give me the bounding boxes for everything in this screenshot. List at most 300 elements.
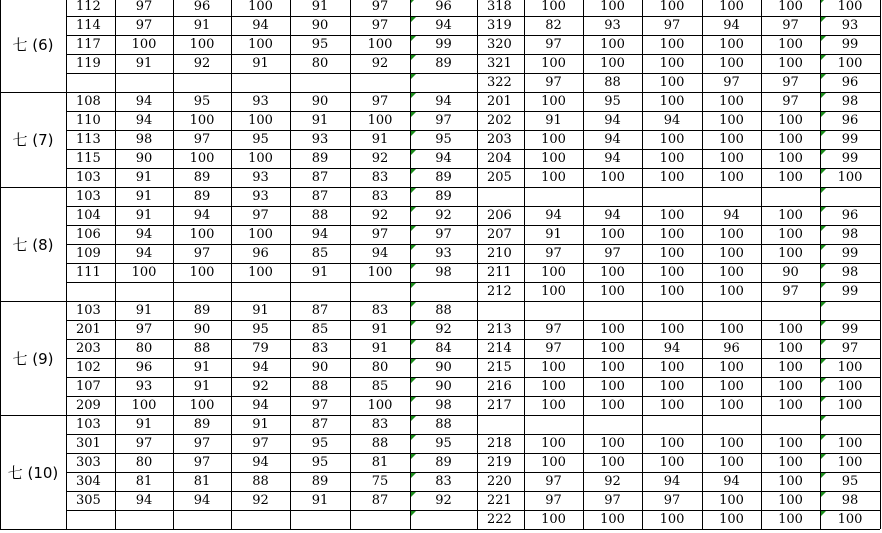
score-cell[interactable]: 94 bbox=[252, 398, 269, 413]
score-cell[interactable]: 100 bbox=[659, 436, 685, 451]
score-cell[interactable] bbox=[820, 301, 880, 320]
score-cell[interactable]: 89 bbox=[193, 417, 211, 432]
score-cell[interactable]: 83 bbox=[435, 474, 452, 489]
student-id-cell[interactable]: 209 bbox=[76, 398, 101, 413]
score-cell[interactable]: 97 bbox=[371, 0, 389, 14]
score-cell[interactable]: 100 bbox=[719, 170, 744, 185]
score-cell[interactable]: 97 bbox=[371, 227, 389, 242]
score-cell[interactable]: 97 bbox=[782, 18, 799, 33]
student-id-cell[interactable]: 213 bbox=[487, 322, 512, 337]
score-cell[interactable]: 93 bbox=[311, 132, 329, 147]
score-cell[interactable] bbox=[231, 282, 290, 301]
score-cell[interactable]: 95 bbox=[311, 37, 329, 52]
score-cell[interactable] bbox=[115, 510, 173, 529]
score-cell[interactable]: 100 bbox=[189, 227, 215, 242]
score-cell[interactable]: 92 bbox=[435, 208, 452, 223]
score-cell[interactable]: 81 bbox=[135, 474, 153, 489]
score-cell[interactable]: 80 bbox=[135, 455, 153, 470]
score-cell[interactable]: 96 bbox=[435, 0, 452, 14]
score-cell[interactable]: 94 bbox=[135, 493, 153, 508]
score-cell[interactable]: 97 bbox=[252, 436, 269, 451]
score-cell[interactable]: 100 bbox=[600, 398, 625, 413]
score-cell[interactable]: 99 bbox=[841, 322, 859, 337]
score-cell[interactable]: 100 bbox=[248, 151, 273, 166]
score-cell[interactable]: 100 bbox=[541, 398, 566, 413]
score-cell[interactable]: 88 bbox=[435, 417, 452, 432]
score-cell[interactable]: 91 bbox=[135, 417, 153, 432]
score-cell[interactable]: 98 bbox=[135, 132, 153, 147]
score-cell[interactable]: 97 bbox=[435, 227, 452, 242]
score-cell[interactable]: 100 bbox=[719, 379, 744, 394]
score-cell[interactable]: 100 bbox=[778, 474, 803, 489]
score-cell[interactable]: 97 bbox=[311, 398, 329, 413]
score-cell[interactable] bbox=[524, 301, 583, 320]
score-cell[interactable]: 91 bbox=[311, 493, 329, 508]
score-cell[interactable]: 97 bbox=[545, 37, 562, 52]
score-cell[interactable]: 94 bbox=[604, 151, 621, 166]
student-id-cell[interactable]: 106 bbox=[76, 227, 101, 242]
score-cell[interactable]: 92 bbox=[252, 379, 269, 394]
score-cell[interactable]: 89 bbox=[435, 189, 452, 204]
score-cell[interactable]: 91 bbox=[135, 56, 153, 71]
score-cell[interactable]: 89 bbox=[435, 56, 452, 71]
student-id-cell[interactable]: 109 bbox=[76, 246, 101, 261]
score-cell[interactable]: 85 bbox=[371, 379, 389, 394]
student-id-cell[interactable] bbox=[477, 301, 524, 320]
score-cell[interactable]: 100 bbox=[248, 0, 273, 14]
score-cell[interactable]: 100 bbox=[778, 113, 803, 128]
score-cell[interactable]: 100 bbox=[600, 37, 625, 52]
student-id-cell[interactable]: 104 bbox=[76, 208, 101, 223]
score-cell[interactable]: 100 bbox=[541, 512, 566, 527]
score-cell[interactable]: 88 bbox=[311, 379, 329, 394]
score-cell[interactable] bbox=[115, 282, 173, 301]
student-id-cell[interactable] bbox=[477, 415, 524, 434]
student-id-cell[interactable]: 203 bbox=[487, 132, 512, 147]
score-cell[interactable]: 94 bbox=[723, 18, 740, 33]
score-cell[interactable]: 97 bbox=[193, 132, 211, 147]
score-cell[interactable]: 100 bbox=[778, 379, 803, 394]
score-cell[interactable]: 97 bbox=[545, 246, 562, 261]
student-id-cell[interactable] bbox=[66, 510, 115, 529]
score-cell[interactable]: 100 bbox=[778, 341, 803, 356]
score-cell[interactable]: 100 bbox=[659, 284, 685, 299]
student-id-cell[interactable]: 219 bbox=[487, 455, 512, 470]
score-cell[interactable]: 89 bbox=[311, 151, 329, 166]
score-cell[interactable]: 87 bbox=[311, 303, 329, 318]
score-cell[interactable]: 80 bbox=[311, 56, 329, 71]
score-cell[interactable]: 94 bbox=[135, 113, 153, 128]
score-cell[interactable]: 80 bbox=[135, 341, 153, 356]
student-id-cell[interactable]: 211 bbox=[487, 265, 512, 280]
student-id-cell[interactable] bbox=[477, 187, 524, 206]
score-cell[interactable]: 100 bbox=[719, 360, 744, 375]
score-cell[interactable]: 94 bbox=[311, 227, 329, 242]
score-cell[interactable]: 100 bbox=[600, 170, 625, 185]
score-cell[interactable]: 100 bbox=[189, 113, 215, 128]
score-cell[interactable]: 97 bbox=[545, 493, 562, 508]
score-cell[interactable]: 100 bbox=[367, 113, 393, 128]
score-cell[interactable]: 87 bbox=[371, 493, 389, 508]
score-cell[interactable]: 88 bbox=[371, 436, 389, 451]
score-cell[interactable]: 100 bbox=[600, 512, 625, 527]
score-cell[interactable]: 100 bbox=[600, 265, 625, 280]
score-cell[interactable]: 97 bbox=[135, 322, 153, 337]
score-cell[interactable]: 100 bbox=[659, 75, 685, 90]
score-cell[interactable]: 91 bbox=[252, 417, 269, 432]
score-cell[interactable]: 94 bbox=[252, 455, 269, 470]
score-cell[interactable]: 100 bbox=[541, 170, 566, 185]
score-cell[interactable]: 100 bbox=[659, 227, 685, 242]
score-cell[interactable]: 100 bbox=[600, 341, 625, 356]
student-id-cell[interactable]: 210 bbox=[487, 246, 512, 261]
score-cell[interactable] bbox=[820, 187, 880, 206]
score-cell[interactable]: 97 bbox=[663, 18, 681, 33]
score-cell[interactable]: 95 bbox=[193, 94, 211, 109]
score-cell[interactable]: 87 bbox=[311, 417, 329, 432]
student-id-cell[interactable]: 322 bbox=[487, 75, 512, 90]
score-cell[interactable]: 88 bbox=[435, 303, 452, 318]
score-cell[interactable]: 94 bbox=[193, 493, 211, 508]
score-cell[interactable]: 95 bbox=[252, 322, 269, 337]
score-cell[interactable]: 100 bbox=[778, 360, 803, 375]
score-cell[interactable]: 100 bbox=[837, 512, 863, 527]
score-cell[interactable]: 100 bbox=[189, 398, 215, 413]
score-cell[interactable]: 91 bbox=[135, 189, 153, 204]
score-cell[interactable]: 92 bbox=[371, 208, 389, 223]
score-cell[interactable]: 97 bbox=[135, 18, 153, 33]
score-cell[interactable]: 100 bbox=[541, 265, 566, 280]
score-cell[interactable]: 92 bbox=[371, 56, 389, 71]
student-id-cell[interactable]: 113 bbox=[76, 132, 101, 147]
score-cell[interactable]: 100 bbox=[659, 512, 685, 527]
score-cell[interactable]: 94 bbox=[435, 18, 452, 33]
score-cell[interactable]: 98 bbox=[841, 227, 859, 242]
score-cell[interactable]: 100 bbox=[659, 151, 685, 166]
score-cell[interactable]: 100 bbox=[837, 398, 863, 413]
student-id-cell[interactable]: 107 bbox=[76, 379, 101, 394]
score-cell[interactable]: 90 bbox=[435, 360, 452, 375]
score-cell[interactable]: 91 bbox=[252, 303, 269, 318]
score-cell[interactable]: 100 bbox=[541, 56, 566, 71]
student-id-cell[interactable]: 321 bbox=[487, 56, 512, 71]
score-cell[interactable]: 100 bbox=[719, 56, 744, 71]
score-cell[interactable]: 100 bbox=[778, 37, 803, 52]
score-cell[interactable]: 96 bbox=[135, 360, 153, 375]
score-cell[interactable]: 100 bbox=[131, 398, 157, 413]
score-cell[interactable]: 100 bbox=[659, 379, 685, 394]
score-cell[interactable]: 100 bbox=[837, 170, 863, 185]
score-cell[interactable]: 94 bbox=[663, 341, 681, 356]
score-cell[interactable]: 92 bbox=[371, 151, 389, 166]
score-cell[interactable]: 100 bbox=[541, 132, 566, 147]
score-cell[interactable]: 100 bbox=[189, 37, 215, 52]
score-cell[interactable] bbox=[524, 187, 583, 206]
score-cell[interactable]: 93 bbox=[435, 246, 452, 261]
score-cell[interactable]: 98 bbox=[841, 94, 859, 109]
score-cell[interactable]: 100 bbox=[778, 512, 803, 527]
score-cell[interactable]: 75 bbox=[371, 474, 389, 489]
score-cell[interactable]: 92 bbox=[604, 474, 621, 489]
score-cell[interactable] bbox=[231, 73, 290, 92]
score-cell[interactable] bbox=[290, 282, 350, 301]
score-cell[interactable] bbox=[290, 510, 350, 529]
score-cell[interactable]: 80 bbox=[371, 360, 389, 375]
score-cell[interactable]: 97 bbox=[545, 75, 562, 90]
score-cell[interactable]: 100 bbox=[719, 284, 744, 299]
student-id-cell[interactable]: 114 bbox=[76, 18, 101, 33]
score-cell[interactable]: 90 bbox=[311, 360, 329, 375]
score-cell[interactable] bbox=[173, 73, 231, 92]
score-cell[interactable]: 100 bbox=[778, 455, 803, 470]
score-cell[interactable]: 94 bbox=[604, 132, 621, 147]
score-cell[interactable]: 100 bbox=[659, 37, 685, 52]
score-cell[interactable]: 100 bbox=[541, 436, 566, 451]
score-cell[interactable] bbox=[410, 510, 477, 529]
score-cell[interactable]: 100 bbox=[719, 37, 744, 52]
score-cell[interactable]: 91 bbox=[311, 0, 329, 14]
score-cell[interactable]: 93 bbox=[135, 379, 153, 394]
score-cell[interactable]: 100 bbox=[837, 455, 863, 470]
score-cell[interactable] bbox=[115, 73, 173, 92]
score-cell[interactable]: 100 bbox=[778, 322, 803, 337]
score-cell[interactable]: 97 bbox=[193, 455, 211, 470]
score-cell[interactable] bbox=[350, 73, 410, 92]
score-cell[interactable]: 100 bbox=[541, 455, 566, 470]
score-cell[interactable]: 100 bbox=[778, 208, 803, 223]
student-id-cell[interactable]: 202 bbox=[487, 113, 512, 128]
score-cell[interactable]: 91 bbox=[252, 56, 269, 71]
score-cell[interactable]: 100 bbox=[600, 379, 625, 394]
student-id-cell[interactable] bbox=[66, 282, 115, 301]
score-cell[interactable]: 99 bbox=[841, 151, 859, 166]
student-id-cell[interactable]: 207 bbox=[487, 227, 512, 242]
score-cell[interactable] bbox=[350, 282, 410, 301]
student-id-cell[interactable]: 221 bbox=[487, 493, 512, 508]
score-cell[interactable]: 91 bbox=[545, 113, 562, 128]
score-cell[interactable]: 100 bbox=[600, 56, 625, 71]
score-cell[interactable]: 88 bbox=[193, 341, 211, 356]
score-cell[interactable]: 97 bbox=[604, 246, 621, 261]
score-cell[interactable]: 100 bbox=[719, 94, 744, 109]
score-cell[interactable]: 95 bbox=[435, 436, 452, 451]
score-cell[interactable]: 97 bbox=[545, 474, 562, 489]
score-cell[interactable]: 97 bbox=[435, 113, 452, 128]
score-cell[interactable]: 89 bbox=[435, 455, 452, 470]
score-cell[interactable] bbox=[820, 415, 880, 434]
student-id-cell[interactable]: 318 bbox=[487, 0, 512, 14]
score-cell[interactable]: 100 bbox=[719, 227, 744, 242]
score-cell[interactable]: 100 bbox=[659, 132, 685, 147]
score-cell[interactable]: 100 bbox=[659, 398, 685, 413]
score-cell[interactable] bbox=[761, 301, 820, 320]
student-id-cell[interactable] bbox=[66, 73, 115, 92]
score-cell[interactable]: 100 bbox=[778, 227, 803, 242]
score-cell[interactable]: 100 bbox=[600, 360, 625, 375]
score-cell[interactable]: 100 bbox=[367, 265, 393, 280]
score-cell[interactable] bbox=[583, 415, 642, 434]
student-id-cell[interactable]: 203 bbox=[76, 341, 101, 356]
score-cell[interactable]: 93 bbox=[252, 189, 269, 204]
score-cell[interactable] bbox=[410, 73, 477, 92]
score-cell[interactable]: 100 bbox=[719, 493, 744, 508]
score-cell[interactable]: 100 bbox=[600, 284, 625, 299]
student-id-cell[interactable]: 110 bbox=[76, 113, 101, 128]
score-cell[interactable]: 100 bbox=[541, 284, 566, 299]
score-cell[interactable]: 99 bbox=[841, 246, 859, 261]
score-cell[interactable] bbox=[410, 282, 477, 301]
student-id-cell[interactable]: 102 bbox=[76, 360, 101, 375]
score-cell[interactable]: 89 bbox=[193, 303, 211, 318]
score-cell[interactable] bbox=[642, 301, 702, 320]
score-cell[interactable]: 100 bbox=[541, 151, 566, 166]
score-cell[interactable]: 100 bbox=[778, 246, 803, 261]
score-cell[interactable]: 96 bbox=[841, 208, 859, 223]
score-cell[interactable]: 100 bbox=[719, 151, 744, 166]
score-cell[interactable]: 85 bbox=[311, 322, 329, 337]
score-cell[interactable] bbox=[583, 187, 642, 206]
score-cell[interactable]: 98 bbox=[841, 265, 859, 280]
score-cell[interactable] bbox=[642, 187, 702, 206]
score-cell[interactable]: 84 bbox=[435, 341, 452, 356]
score-cell[interactable]: 87 bbox=[311, 170, 329, 185]
score-cell[interactable]: 100 bbox=[778, 493, 803, 508]
score-cell[interactable]: 100 bbox=[131, 265, 157, 280]
score-cell[interactable]: 97 bbox=[135, 436, 153, 451]
student-id-cell[interactable]: 320 bbox=[487, 37, 512, 52]
score-cell[interactable]: 96 bbox=[193, 0, 211, 14]
score-cell[interactable]: 91 bbox=[311, 265, 329, 280]
score-cell[interactable]: 96 bbox=[841, 75, 859, 90]
score-cell[interactable]: 97 bbox=[723, 75, 740, 90]
score-cell[interactable]: 93 bbox=[604, 18, 621, 33]
student-id-cell[interactable]: 201 bbox=[487, 94, 512, 109]
student-id-cell[interactable]: 218 bbox=[487, 436, 512, 451]
student-id-cell[interactable]: 222 bbox=[487, 512, 512, 527]
score-cell[interactable]: 100 bbox=[248, 113, 273, 128]
score-cell[interactable]: 92 bbox=[193, 56, 211, 71]
score-cell[interactable]: 94 bbox=[252, 360, 269, 375]
score-cell[interactable]: 100 bbox=[189, 265, 215, 280]
score-cell[interactable]: 90 bbox=[311, 18, 329, 33]
score-cell[interactable]: 91 bbox=[135, 303, 153, 318]
score-cell[interactable] bbox=[702, 415, 761, 434]
score-cell[interactable]: 100 bbox=[837, 360, 863, 375]
score-cell[interactable]: 100 bbox=[837, 436, 863, 451]
score-cell[interactable]: 100 bbox=[837, 56, 863, 71]
score-cell[interactable]: 96 bbox=[252, 246, 269, 261]
score-cell[interactable]: 100 bbox=[541, 0, 566, 14]
score-cell[interactable] bbox=[231, 510, 290, 529]
student-id-cell[interactable]: 115 bbox=[76, 151, 101, 166]
score-cell[interactable]: 100 bbox=[659, 265, 685, 280]
score-cell[interactable]: 100 bbox=[719, 436, 744, 451]
student-id-cell[interactable]: 217 bbox=[487, 398, 512, 413]
score-cell[interactable]: 98 bbox=[841, 493, 859, 508]
score-cell[interactable]: 95 bbox=[311, 455, 329, 470]
score-cell[interactable]: 100 bbox=[778, 151, 803, 166]
score-cell[interactable]: 95 bbox=[604, 94, 621, 109]
score-cell[interactable]: 90 bbox=[435, 379, 452, 394]
score-cell[interactable]: 100 bbox=[248, 227, 273, 242]
score-cell[interactable]: 93 bbox=[252, 94, 269, 109]
score-cell[interactable]: 100 bbox=[719, 512, 744, 527]
score-cell[interactable]: 97 bbox=[135, 0, 153, 14]
score-cell[interactable]: 85 bbox=[311, 246, 329, 261]
score-cell[interactable]: 100 bbox=[131, 37, 157, 52]
score-cell[interactable]: 99 bbox=[841, 132, 859, 147]
score-cell[interactable]: 100 bbox=[659, 246, 685, 261]
score-cell[interactable]: 91 bbox=[135, 208, 153, 223]
score-cell[interactable]: 83 bbox=[371, 417, 389, 432]
score-cell[interactable]: 97 bbox=[782, 284, 799, 299]
score-cell[interactable]: 90 bbox=[311, 94, 329, 109]
score-cell[interactable]: 94 bbox=[371, 246, 389, 261]
score-cell[interactable]: 97 bbox=[193, 246, 211, 261]
score-cell[interactable]: 100 bbox=[367, 37, 393, 52]
score-cell[interactable]: 100 bbox=[659, 170, 685, 185]
score-cell[interactable]: 100 bbox=[659, 360, 685, 375]
score-cell[interactable]: 97 bbox=[782, 94, 799, 109]
score-cell[interactable]: 94 bbox=[723, 474, 740, 489]
score-cell[interactable]: 100 bbox=[719, 113, 744, 128]
score-cell[interactable]: 100 bbox=[248, 37, 273, 52]
score-cell[interactable]: 100 bbox=[778, 132, 803, 147]
score-cell[interactable]: 88 bbox=[604, 75, 621, 90]
student-id-cell[interactable]: 303 bbox=[76, 455, 101, 470]
score-cell[interactable]: 97 bbox=[604, 493, 621, 508]
student-id-cell[interactable]: 119 bbox=[76, 56, 101, 71]
score-cell[interactable]: 94 bbox=[135, 227, 153, 242]
score-cell[interactable]: 91 bbox=[371, 341, 389, 356]
score-cell[interactable]: 91 bbox=[193, 360, 211, 375]
student-id-cell[interactable]: 212 bbox=[487, 284, 512, 299]
score-cell[interactable]: 89 bbox=[193, 189, 211, 204]
score-cell[interactable]: 94 bbox=[252, 18, 269, 33]
score-cell[interactable]: 91 bbox=[545, 227, 562, 242]
score-cell[interactable]: 100 bbox=[659, 56, 685, 71]
student-id-cell[interactable]: 215 bbox=[487, 360, 512, 375]
score-cell[interactable]: 100 bbox=[778, 56, 803, 71]
student-id-cell[interactable]: 301 bbox=[76, 436, 101, 451]
student-id-cell[interactable]: 319 bbox=[487, 18, 512, 33]
student-id-cell[interactable]: 117 bbox=[76, 37, 101, 52]
score-cell[interactable]: 100 bbox=[659, 94, 685, 109]
score-cell[interactable]: 100 bbox=[600, 322, 625, 337]
score-cell[interactable] bbox=[642, 415, 702, 434]
score-cell[interactable]: 97 bbox=[545, 322, 562, 337]
score-cell[interactable]: 94 bbox=[663, 474, 681, 489]
score-cell[interactable] bbox=[350, 510, 410, 529]
score-cell[interactable]: 91 bbox=[193, 18, 211, 33]
score-cell[interactable]: 95 bbox=[435, 132, 452, 147]
score-cell[interactable]: 100 bbox=[719, 322, 744, 337]
score-cell[interactable]: 100 bbox=[719, 0, 744, 14]
score-cell[interactable]: 88 bbox=[311, 208, 329, 223]
score-cell[interactable]: 89 bbox=[435, 170, 452, 185]
student-id-cell[interactable]: 204 bbox=[487, 151, 512, 166]
score-cell[interactable]: 92 bbox=[435, 322, 452, 337]
score-cell[interactable] bbox=[761, 187, 820, 206]
score-cell[interactable]: 97 bbox=[371, 94, 389, 109]
score-cell[interactable]: 91 bbox=[311, 113, 329, 128]
score-cell[interactable]: 99 bbox=[435, 37, 452, 52]
student-id-cell[interactable]: 201 bbox=[76, 322, 101, 337]
score-cell[interactable]: 88 bbox=[252, 474, 269, 489]
score-cell[interactable]: 97 bbox=[841, 341, 859, 356]
score-cell[interactable] bbox=[524, 415, 583, 434]
score-cell[interactable]: 97 bbox=[371, 18, 389, 33]
